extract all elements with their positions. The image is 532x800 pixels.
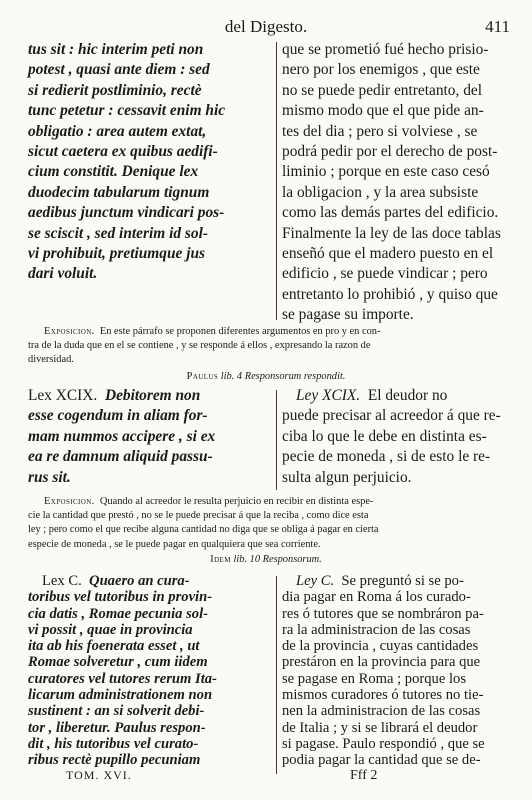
spanish-line: se pagase en Roma ; porque los — [282, 670, 466, 687]
latin-line: esse cogendum in aliam for- — [28, 407, 208, 425]
spanish-line: edificio , se puede vindicar ; pero — [282, 265, 488, 283]
spanish-line: de Italia ; y si se librará el deudor — [282, 719, 478, 736]
law-heading: Ley C. — [296, 573, 335, 589]
spanish-line: ciba lo que le debe en distinta es- — [282, 427, 487, 445]
latin-line: tor , liberetur. Paulus respon- — [28, 719, 206, 736]
column-divider — [276, 390, 277, 490]
latin-line: vi prohibuit, pretiumque jus — [28, 245, 206, 263]
exposition-line: especie de moneda , se le puede pagar en qualquiera que sea corriente. — [28, 538, 321, 550]
latin-line: ribus rectè pupillo pecuniam — [28, 752, 201, 769]
spanish-line: Ley C. Se preguntó si se po- — [296, 573, 464, 589]
spanish-line: mismos curadores ó tutores no tie- — [282, 687, 484, 704]
spanish-line: nero por los enemigos , que este — [282, 61, 480, 79]
latin-line: ea re damnum aliquid passu- — [28, 448, 213, 466]
law-heading: Ley XCIX. — [296, 387, 361, 404]
running-title: del Digesto. — [224, 17, 308, 36]
latin-line: Romae solveretur , cum iidem — [28, 654, 208, 671]
spanish-line: si pagase. Paulo respondió , que se — [282, 735, 485, 752]
exposition-note — [28, 495, 516, 552]
spanish-line: enseñó que el madero puesto en el — [282, 245, 494, 263]
source-citation — [0, 554, 532, 565]
latin-line: dari voluit. — [28, 265, 98, 283]
law-heading: Lex C. — [42, 573, 82, 589]
exposition-line: cie la cantidad que prestó , no se le puede precisar á que la reciba , como dice esta — [28, 510, 369, 522]
spanish-line: tes del dia ; pero si volviese , se — [282, 122, 478, 140]
spanish-line: podrá pedir por el derecho de post- — [282, 143, 498, 161]
column-divider — [276, 42, 277, 320]
spanish-text-continuation — [282, 40, 516, 326]
spanish-line: la obligacion , y la area subsiste — [282, 183, 479, 201]
latin-line: sustinent : an si solverit debi- — [28, 703, 205, 720]
spanish-line: no se puede pedir entretanto, del — [282, 81, 483, 99]
spanish-line: Ley XCIX. El deudor no — [296, 387, 448, 404]
latin-line: curatores vel tutores rerum Ita- — [28, 670, 217, 687]
latin-line: sicut caetera ex quibus aedifi- — [28, 143, 218, 161]
spanish-line: de la provincia , cuyas cantidades — [282, 638, 479, 655]
printer-signature: Fff 2 — [350, 768, 378, 783]
latin-line: se sciscit , sed interim id sol- — [28, 224, 208, 242]
latin-line: obligatio : area autem extat, — [28, 122, 207, 140]
spanish-line: prestáron en la provincia para que — [282, 654, 481, 671]
latin-line: mam nummos accipere , si ex — [28, 427, 216, 445]
spanish-line: pecie de moneda , si de esto le re- — [282, 448, 491, 466]
source-work: lib. 10 Responsorum. — [233, 554, 322, 565]
spanish-law-100 — [282, 573, 516, 769]
latin-line: potest , quasi ante diem : sed — [28, 61, 210, 79]
latin-line: dit , his tutoribus vel curato- — [28, 735, 199, 752]
column-divider — [276, 576, 277, 774]
source-author: Idem — [210, 554, 231, 565]
spanish-line: dia pagar en Roma á los curado- — [282, 589, 471, 606]
spanish-line: Finalmente la ley de las doce tablas — [282, 224, 501, 242]
spanish-line: que se prometió fué hecho prisio- — [282, 41, 489, 58]
spanish-line: puede precisar al acreedor á que re- — [282, 407, 501, 425]
latin-line: Lex C. Quaero an cura- — [42, 573, 190, 589]
source-author: Paulus — [186, 371, 219, 382]
spanish-line: ra la administracion de las cosas — [282, 621, 471, 638]
spanish-law-99 — [282, 386, 516, 488]
latin-line: si redierit postliminio, rectè — [28, 81, 202, 99]
latin-line: tus sit : hic interim peti non — [28, 41, 204, 58]
spanish-line: se pagase su importe. — [282, 306, 414, 324]
spanish-line: res ó tutores que se nombráron pa- — [282, 605, 484, 622]
law-heading: Lex XCIX. — [28, 387, 98, 404]
spanish-line: mismo modo que el que pide an- — [282, 102, 484, 120]
page-number: 411 — [485, 17, 510, 36]
spanish-line: entretanto lo prohibió , y quiso que — [282, 285, 498, 303]
spanish-line: como las demás partes del edificio. — [282, 204, 499, 222]
spanish-line: nen la administracion de las cosas — [282, 703, 481, 720]
exposition-line: diversidad. — [28, 354, 74, 366]
exposition-label: Exposicion. — [44, 326, 95, 337]
volume-number: TOM. XVI. — [66, 768, 132, 782]
spanish-line: sulta algun perjuicio. — [282, 468, 412, 486]
latin-line: cium constitit. Denique lex — [28, 163, 199, 181]
latin-line: duodecim tabularum tignum — [28, 183, 210, 201]
spanish-line: liminio ; porque en este caso cesó — [282, 163, 490, 181]
latin-line: vi possit , quae in provincia — [28, 621, 193, 638]
latin-line: aedibus junctum vindicari pos- — [28, 204, 225, 222]
latin-law-99 — [28, 386, 270, 488]
latin-text-continuation — [28, 40, 270, 285]
exposition-line: tra de la duda que en el se contiene , y se responde á ellos , expresando la razon de — [28, 340, 371, 352]
exposition-line: ley ; pero como el que recibe alguna cantidad no diga que se obliga á pagar en cierta — [28, 524, 379, 536]
source-work: lib. 4 Responsorum respondit. — [220, 371, 346, 382]
exposition-label: Exposicion. — [44, 496, 95, 507]
latin-line: licarum administrationem non — [28, 687, 213, 704]
spanish-line: podia pagar la cantidad que se de- — [282, 752, 481, 769]
source-citation — [0, 371, 532, 382]
exposition-note — [28, 325, 516, 368]
exposition-line: Exposicion. Quando al acreedor le resulta perjuicio en recibir en distinta espe- — [44, 496, 374, 507]
latin-line: ita ab his foenerata esset , ut — [28, 638, 200, 655]
latin-line: cia datis , Romae pecunia sol- — [28, 605, 208, 622]
exposition-line: Exposicion. En este párrafo se proponen diferentes argumentos en pro y en con- — [44, 326, 381, 337]
latin-line: tunc petetur : cessavit enim hic — [28, 102, 226, 120]
latin-law-100 — [28, 573, 270, 769]
latin-line: Lex XCIX. Debitorem non — [28, 387, 201, 404]
latin-line: rus sit. — [28, 468, 71, 486]
latin-line: toribus vel tutoribus in provin- — [28, 589, 213, 606]
